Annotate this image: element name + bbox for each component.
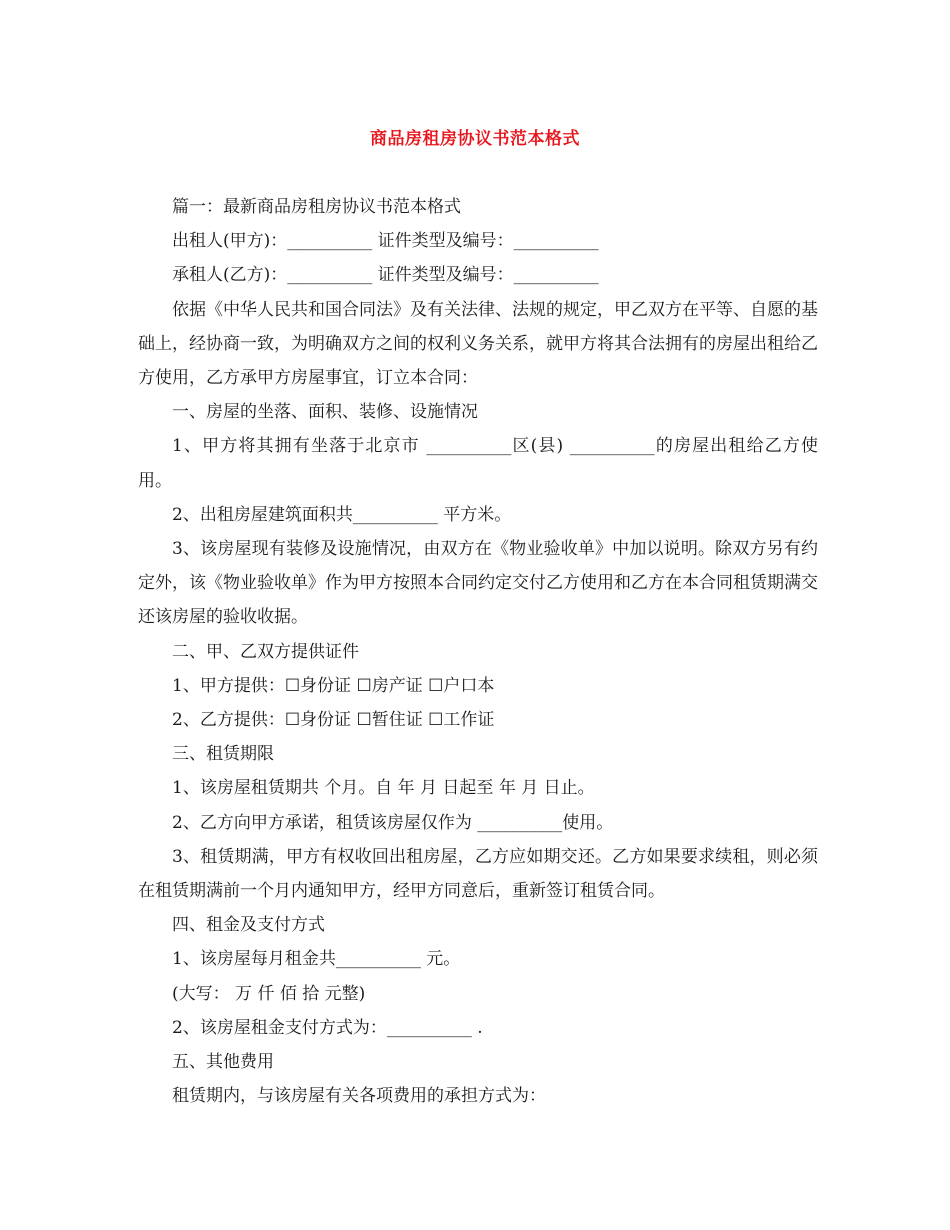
- paragraph: 承租人(乙方)：__________ 证件类型及编号：__________: [172, 265, 599, 286]
- paragraph: 三、租赁期限: [172, 744, 274, 765]
- paragraph: 1、甲方提供：☐身份证 ☐房产证 ☐户口本: [172, 675, 495, 696]
- paragraph: 五、其他费用: [172, 1052, 274, 1073]
- paragraph: (大写： 万 仟 佰 拾 元整): [172, 983, 366, 1004]
- paragraph: 篇一：最新商品房租房协议书范本格式: [172, 197, 461, 217]
- document-title: 商品房租房协议书范本格式: [370, 129, 580, 149]
- paragraph: 二、甲、乙双方提供证件: [172, 641, 359, 662]
- paragraph: 2、出租房屋建筑面积共__________ 平方米。: [172, 504, 512, 525]
- paragraph: 租赁期内，与该房屋有关各项费用的承担方式为：: [172, 1086, 546, 1107]
- paragraph: 2、该房屋租金支付方式为：__________ .: [172, 1017, 483, 1038]
- paragraph: 1、该房屋每月租金共__________ 元。: [172, 949, 461, 970]
- paragraph: 依据《中华人民共和国合同法》及有关法律、法规的规定，甲乙双方在平等、自愿的基础上，经协商一致，为明确双方之间的权利义务关系，就甲方将其合法拥有的房屋出租给乙方使用，乙方承甲方房屋事宜，订立本合同：: [138, 299, 818, 389]
- paragraph: 四、租金及支付方式: [172, 915, 325, 936]
- paragraph: 2、乙方提供：☐身份证 ☐暂住证 ☐工作证: [172, 710, 495, 731]
- paragraph: 3、租赁期满，甲方有权收回出租房屋，乙方应如期交还。乙方如果要求续租，则必须在租赁期满前一个月内通知甲方，经甲方同意后，重新签订租赁合同。: [138, 846, 818, 902]
- paragraph: 3、该房屋现有装修及设施情况，由双方在《物业验收单》中加以说明。除双方另有约定外，该《物业验收单》作为甲方按照本合同约定交付乙方使用和乙方在本合同租赁期满交还该房屋的验收收据。: [138, 539, 818, 628]
- paragraph: 1、甲方将其拥有坐落于北京市 __________区(县) __________的房屋出租给乙方使用。: [138, 436, 818, 491]
- paragraph: 1、该房屋租赁期共 个月。自 年 月 日起至 年 月 日止。: [172, 778, 595, 799]
- paragraph: 2、乙方向甲方承诺，租赁该房屋仅作为 __________使用。: [172, 812, 614, 833]
- document-body: [138, 190, 818, 1113]
- paragraph: 一、房屋的坐落、面积、装修、设施情况: [172, 402, 478, 423]
- paragraph: 出租人(甲方)：__________ 证件类型及编号：__________: [172, 231, 599, 252]
